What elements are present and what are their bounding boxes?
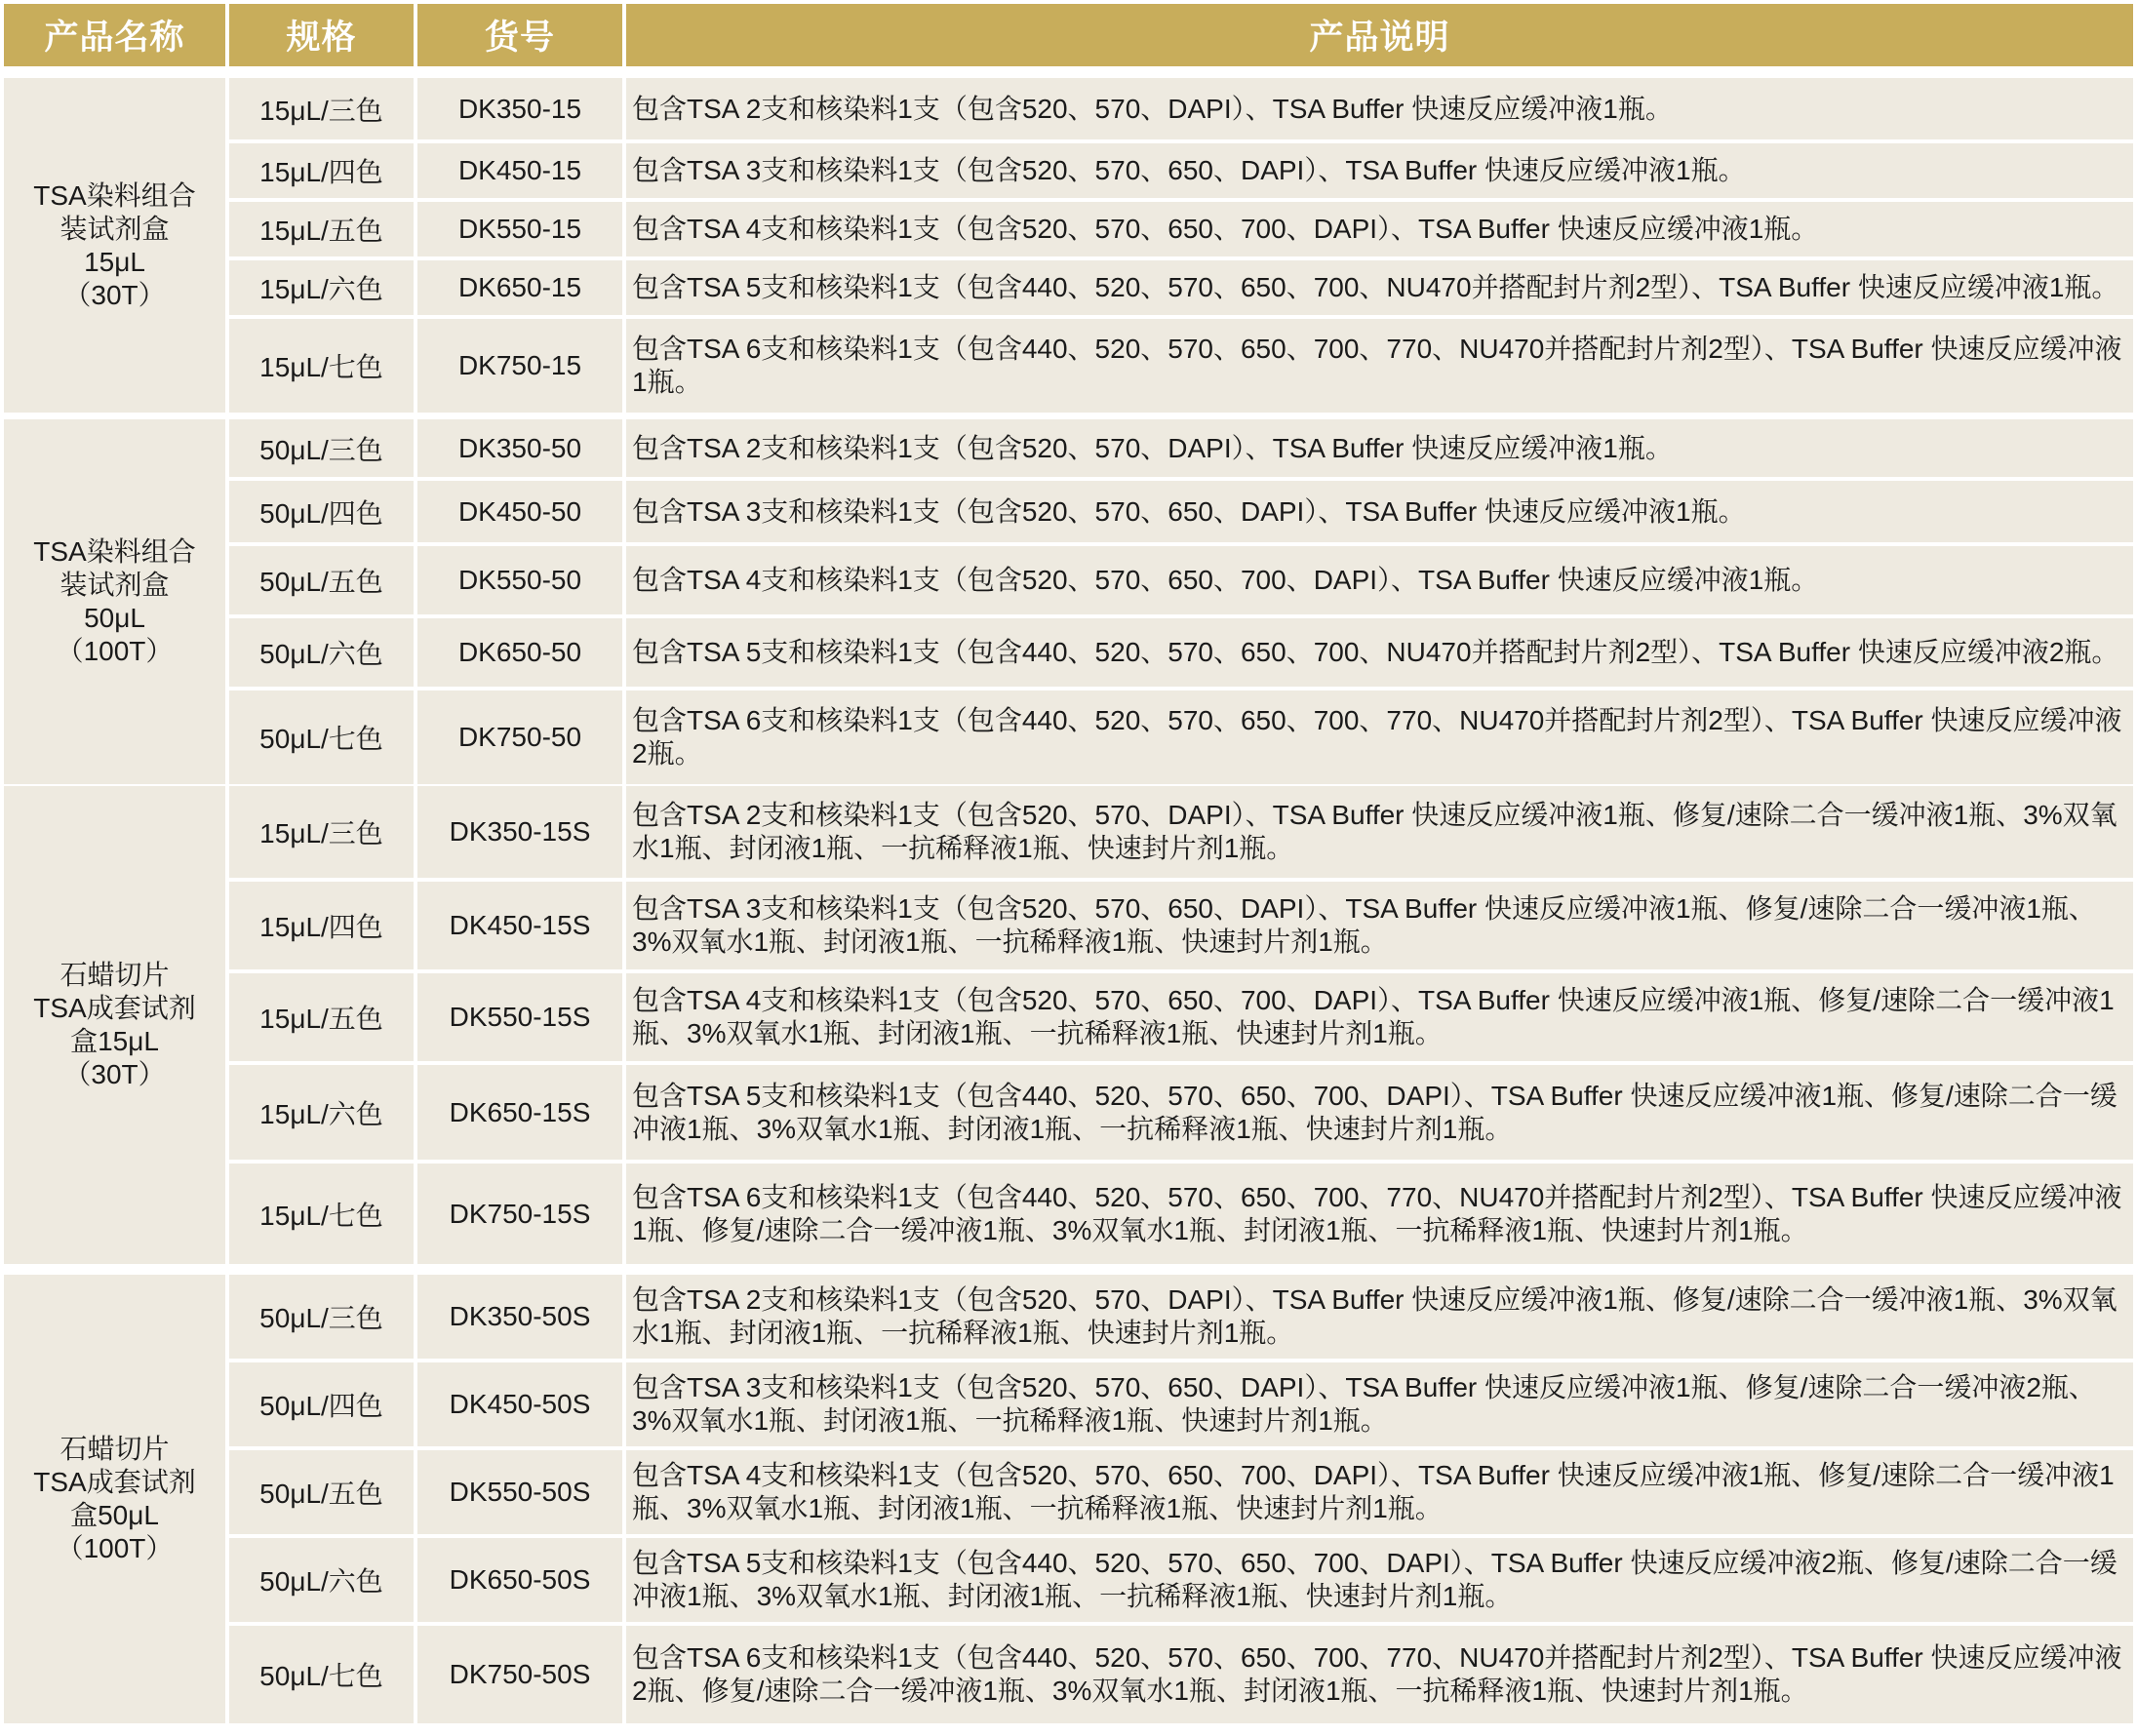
code-cell: DK750-15 <box>417 319 622 413</box>
group-name <box>4 419 225 784</box>
code-cell: DK650-15S <box>417 1065 622 1160</box>
code-cell: DK350-15S <box>417 786 622 878</box>
code-cell: DK350-15 <box>417 78 622 139</box>
description-cell: 包含TSA 4支和核染料1支（包含520、570、650、700、DAPI）、TSA Buffer 快速反应缓冲液1瓶、修复/速除二合一缓冲液1瓶、3%双氧水1瓶、封闭液1瓶、一抗稀释液1瓶、快速封片剂1瓶。 <box>626 1450 2133 1534</box>
spec-cell: 50μL/六色 <box>229 1538 414 1622</box>
code-cell: DK650-15 <box>417 260 622 315</box>
description-cell: 包含TSA 2支和核染料1支（包含520、570、DAPI）、TSA Buffer 快速反应缓冲液1瓶、修复/速除二合一缓冲液1瓶、3%双氧水1瓶、封闭液1瓶、一抗稀释液1瓶、快速封片剂1瓶。 <box>626 1275 2133 1359</box>
code-cell: DK650-50 <box>417 618 622 687</box>
group-name <box>4 786 225 1264</box>
spec-cell: 15μL/六色 <box>229 1065 414 1160</box>
header-description: 产品说明 <box>626 4 2133 66</box>
description-cell: 包含TSA 5支和核染料1支（包含440、520、570、650、700、NU470并搭配封片剂2型）、TSA Buffer 快速反应缓冲液2瓶。 <box>626 618 2133 687</box>
code-cell: DK350-50 <box>417 419 622 477</box>
description-cell: 包含TSA 4支和核染料1支（包含520、570、650、700、DAPI）、TSA Buffer 快速反应缓冲液1瓶、修复/速除二合一缓冲液1瓶、3%双氧水1瓶、封闭液1瓶、一抗稀释液1瓶、快速封片剂1瓶。 <box>626 973 2133 1061</box>
spec-cell: 50μL/七色 <box>229 690 414 784</box>
description-cell: 包含TSA 3支和核染料1支（包含520、570、650、DAPI）、TSA Buffer 快速反应缓冲液1瓶、修复/速除二合一缓冲液2瓶、3%双氧水1瓶、封闭液1瓶、一抗稀释液1瓶、快速封片剂1瓶。 <box>626 1362 2133 1446</box>
spec-cell: 15μL/五色 <box>229 202 414 256</box>
description-cell: 包含TSA 3支和核染料1支（包含520、570、650、DAPI）、TSA Buffer 快速反应缓冲液1瓶。 <box>626 481 2133 542</box>
code-cell: DK350-50S <box>417 1275 622 1359</box>
description-cell: 包含TSA 5支和核染料1支（包含440、520、570、650、700、NU470并搭配封片剂2型）、TSA Buffer 快速反应缓冲液1瓶。 <box>626 260 2133 315</box>
code-cell: DK450-50 <box>417 481 622 542</box>
spec-cell: 15μL/四色 <box>229 143 414 198</box>
spec-cell: 50μL/三色 <box>229 1275 414 1359</box>
spec-cell: 15μL/七色 <box>229 1164 414 1264</box>
group-name <box>4 1275 225 1723</box>
spec-cell: 50μL/四色 <box>229 481 414 542</box>
spec-cell: 15μL/三色 <box>229 786 414 878</box>
description-cell: 包含TSA 2支和核染料1支（包含520、570、DAPI）、TSA Buffer 快速反应缓冲液1瓶。 <box>626 419 2133 477</box>
code-cell: DK550-50S <box>417 1450 622 1534</box>
spec-cell: 50μL/七色 <box>229 1626 414 1723</box>
group-name-text: 石蜡切片 TSA成套试剂 盒15μL （30T） <box>33 960 196 1089</box>
description-cell: 包含TSA 2支和核染料1支（包含520、570、DAPI）、TSA Buffer 快速反应缓冲液1瓶。 <box>626 78 2133 139</box>
header-spec: 规格 <box>229 4 414 66</box>
code-cell: DK550-15 <box>417 202 622 256</box>
description-cell: 包含TSA 3支和核染料1支（包含520、570、650、DAPI）、TSA Buffer 快速反应缓冲液1瓶、修复/速除二合一缓冲液1瓶、3%双氧水1瓶、封闭液1瓶、一抗稀释液1瓶、快速封片剂1瓶。 <box>626 882 2133 969</box>
group-name-text: TSA染料组合 装试剂盒 15μL （30T） <box>33 179 196 310</box>
description-cell: 包含TSA 5支和核染料1支（包含440、520、570、650、700、DAPI）、TSA Buffer 快速反应缓冲液2瓶、修复/速除二合一缓冲液1瓶、3%双氧水1瓶、封闭液1瓶、一抗稀释液1瓶、快速封片剂1瓶。 <box>626 1538 2133 1622</box>
code-cell: DK550-50 <box>417 546 622 614</box>
description-cell: 包含TSA 2支和核染料1支（包含520、570、DAPI）、TSA Buffer 快速反应缓冲液1瓶、修复/速除二合一缓冲液1瓶、3%双氧水1瓶、封闭液1瓶、一抗稀释液1瓶、快速封片剂1瓶。 <box>626 786 2133 878</box>
spec-cell: 15μL/四色 <box>229 882 414 969</box>
spec-cell: 50μL/三色 <box>229 419 414 477</box>
group-name-text: 石蜡切片 TSA成套试剂 盒50μL （100T） <box>33 1434 196 1563</box>
description-cell: 包含TSA 6支和核染料1支（包含440、520、570、650、700、770、NU470并搭配封片剂2型）、TSA Buffer 快速反应缓冲液2瓶、修复/速除二合一缓冲液1瓶、3%双氧水1瓶、封闭液1瓶、一抗稀释液1瓶、快速封片剂1瓶。 <box>626 1626 2133 1723</box>
group-name-text: TSA染料组合 装试剂盒 50μL （100T） <box>33 536 196 666</box>
code-cell: DK550-15S <box>417 973 622 1061</box>
code-cell: DK450-15S <box>417 882 622 969</box>
header-product-name: 产品名称 <box>4 4 225 66</box>
spec-cell: 50μL/六色 <box>229 618 414 687</box>
code-cell: DK750-50S <box>417 1626 622 1723</box>
code-cell: DK750-15S <box>417 1164 622 1264</box>
code-cell: DK650-50S <box>417 1538 622 1622</box>
code-cell: DK450-50S <box>417 1362 622 1446</box>
code-cell: DK450-15 <box>417 143 622 198</box>
description-cell: 包含TSA 4支和核染料1支（包含520、570、650、700、DAPI）、TSA Buffer 快速反应缓冲液1瓶。 <box>626 546 2133 614</box>
description-cell: 包含TSA 6支和核染料1支（包含440、520、570、650、700、770、NU470并搭配封片剂2型）、TSA Buffer 快速反应缓冲液1瓶。 <box>626 319 2133 413</box>
spec-cell: 15μL/六色 <box>229 260 414 315</box>
spec-cell: 15μL/七色 <box>229 319 414 413</box>
code-cell: DK750-50 <box>417 690 622 784</box>
description-cell: 包含TSA 3支和核染料1支（包含520、570、650、DAPI）、TSA Buffer 快速反应缓冲液1瓶。 <box>626 143 2133 198</box>
spec-cell: 50μL/四色 <box>229 1362 414 1446</box>
group-name <box>4 78 225 413</box>
spec-cell: 15μL/五色 <box>229 973 414 1061</box>
spec-cell: 50μL/五色 <box>229 546 414 614</box>
spec-cell: 50μL/五色 <box>229 1450 414 1534</box>
description-cell: 包含TSA 6支和核染料1支（包含440、520、570、650、700、770、NU470并搭配封片剂2型）、TSA Buffer 快速反应缓冲液1瓶、修复/速除二合一缓冲液1瓶、3%双氧水1瓶、封闭液1瓶、一抗稀释液1瓶、快速封片剂1瓶。 <box>626 1164 2133 1264</box>
description-cell: 包含TSA 5支和核染料1支（包含440、520、570、650、700、DAPI）、TSA Buffer 快速反应缓冲液1瓶、修复/速除二合一缓冲液1瓶、3%双氧水1瓶、封闭液1瓶、一抗稀释液1瓶、快速封片剂1瓶。 <box>626 1065 2133 1160</box>
header-code: 货号 <box>417 4 622 66</box>
description-cell: 包含TSA 6支和核染料1支（包含440、520、570、650、700、770、NU470并搭配封片剂2型）、TSA Buffer 快速反应缓冲液2瓶。 <box>626 690 2133 784</box>
spec-cell: 15μL/三色 <box>229 78 414 139</box>
description-cell: 包含TSA 4支和核染料1支（包含520、570、650、700、DAPI）、TSA Buffer 快速反应缓冲液1瓶。 <box>626 202 2133 256</box>
